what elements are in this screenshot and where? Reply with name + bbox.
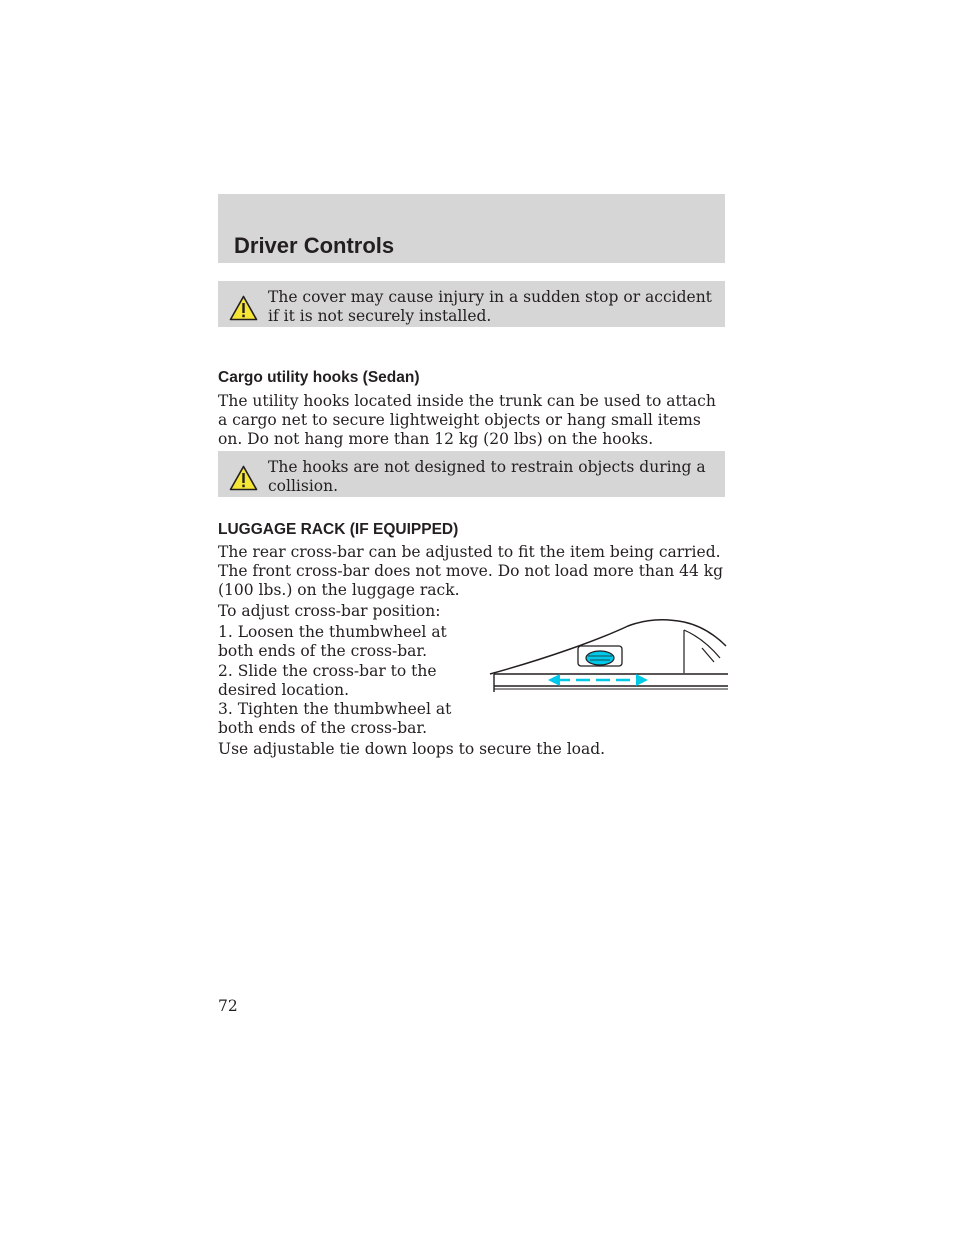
- luggage-rack-crossbar-diagram-icon: [488, 618, 728, 698]
- luggage-rack-body: The rear cross-bar can be adjusted to fit the item being carried. The front cross-bar does not move. Do not load more than 44 kg (100 lbs.) on the luggage rack.: [218, 543, 724, 599]
- warning-box-cover: [218, 281, 725, 327]
- step-3: 3. Tighten the thumbwheel at both ends of the cross-bar.: [218, 700, 452, 737]
- closing-note: Use adjustable tie down loops to secure the load.: [218, 740, 606, 758]
- cargo-hooks-body: The utility hooks located inside the trunk can be used to attach a cargo net to secure lightweight objects or hang small items on. Do not hang more than 12 kg (20 lbs) on the hooks.: [218, 392, 716, 448]
- step-1: 1. Loosen the thumbwheel at both ends of the cross-bar.: [218, 623, 447, 660]
- warning-text: The cover may cause injury in a sudden stop or accident if it is not securely installed.: [268, 288, 712, 325]
- warning-box-hooks: [218, 451, 725, 497]
- section-title: Driver Controls: [234, 233, 395, 258]
- adjust-intro: To adjust cross-bar position:: [218, 602, 441, 620]
- section-header: [218, 194, 725, 263]
- warning-triangle-icon: [229, 295, 258, 321]
- warning-triangle-icon: [229, 465, 258, 491]
- step-2: 2. Slide the cross-bar to the desired location.: [218, 662, 437, 699]
- cargo-hooks-heading: Cargo utility hooks (Sedan): [218, 369, 420, 386]
- warning-text: The hooks are not designed to restrain objects during a collision.: [268, 458, 706, 495]
- luggage-rack-heading: LUGGAGE RACK (IF EQUIPPED): [218, 521, 459, 538]
- page-number: 72: [218, 997, 238, 1015]
